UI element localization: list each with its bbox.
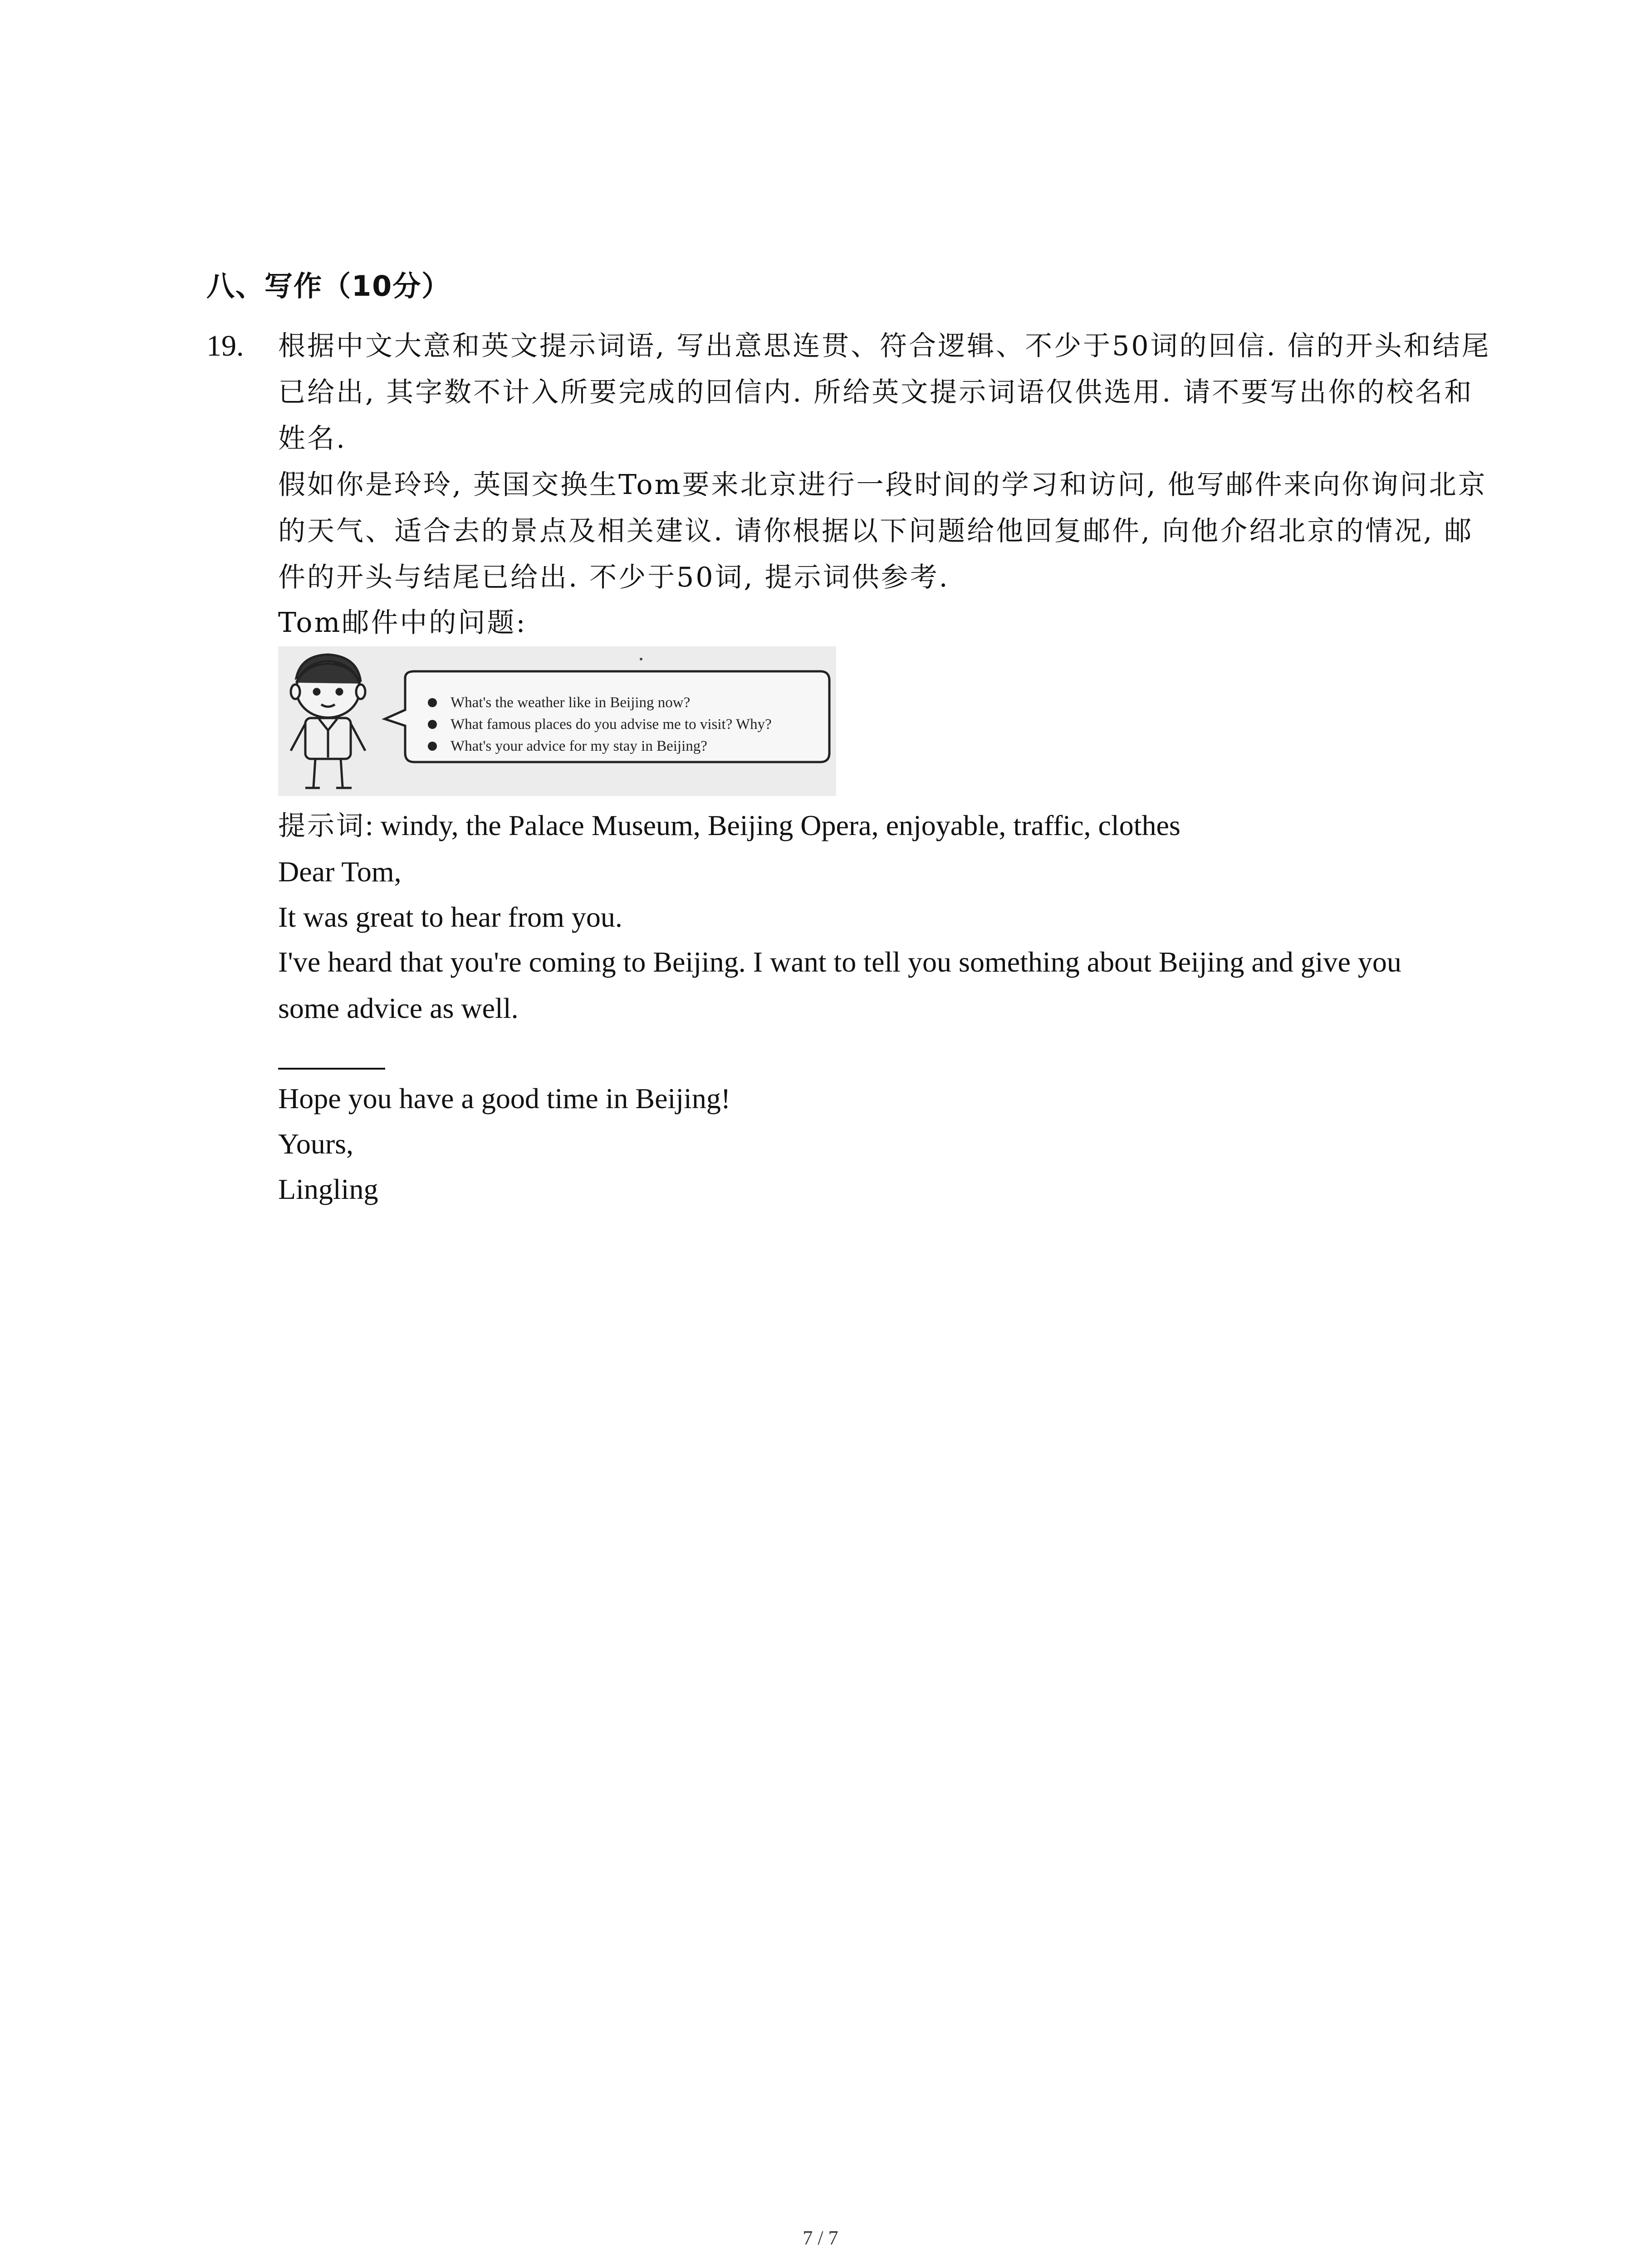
question-instruction: 根据中文大意和英文提示词语, 写出意思连贯、符合逻辑、不少于50词的回信. 信的开头和结尾已给出, 其字数不计入所要完成的回信内. 所给英文提示词语仅供选用. 请不要写出你的校名和姓名. (278, 330, 1491, 455)
questions-label: Tom邮件中的问题: (278, 607, 527, 639)
letter-opening-line: It was great to hear from you. (278, 901, 622, 933)
bullet-icon (428, 720, 437, 729)
answer-blank[interactable] (278, 1068, 385, 1070)
tom-illustration (278, 646, 836, 796)
hint-words-line (278, 811, 1181, 840)
section-heading: 八、写作（10分） (206, 269, 451, 303)
bubble-question-item: What's your advice for my stay in Beijing? (423, 735, 772, 757)
letter-closing-line: Hope you have a good time in Beijing! (278, 1082, 731, 1114)
letter-salutation: Dear Tom, (278, 855, 402, 888)
bubble-question-item: What famous places do you advise me to visit? Why? (423, 714, 772, 735)
bubble-question-list (423, 692, 772, 757)
bubble-question-item: What's the weather like in Beijing now? (423, 692, 772, 714)
hint-words: : windy, the Palace Museum, Beijing Opera, enjoyable, traffic, clothes (365, 809, 1181, 841)
letter-sign-off: Yours, (278, 1128, 354, 1160)
letter-signature: Lingling (278, 1173, 378, 1205)
page-number: 7 / 7 (803, 2227, 838, 2249)
question-scenario: 假如你是玲玲, 英国交换生Tom要来北京进行一段时间的学习和访问, 他写邮件来向你询问北京的天气、适合去的景点及相关建议. 请你根据以下问题给他回复邮件, 向他介绍北京的情况, 邮件的开头与结尾已给出. 不少于50词, 提示词供参考. (278, 469, 1487, 593)
bullet-icon (428, 742, 437, 751)
hint-label: 提示词 (278, 810, 365, 842)
letter-intro-paragraph: I've heard that you're coming to Beijing. I want to tell you something about Beijing and give you some advice as well. (278, 946, 1401, 1024)
bullet-icon (428, 698, 437, 707)
question-number: 19. (206, 329, 244, 362)
